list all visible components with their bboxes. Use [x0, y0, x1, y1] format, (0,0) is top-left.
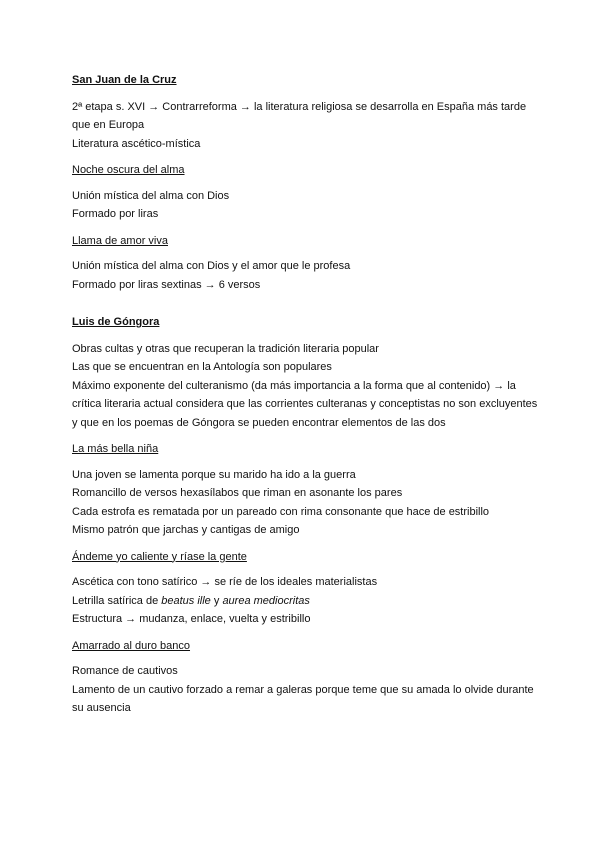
- section-spacer: [72, 302, 542, 313]
- text-line: Unión mística del alma con Dios: [72, 189, 230, 202]
- text-line: Las que se encuentran en la Antología son populares: [72, 361, 332, 373]
- text-line: Estructura → mudanza, enlace, vuelta y estribillo: [72, 613, 311, 625]
- text-line: Mismo patrón que jarchas y cantigas de amigo: [72, 524, 300, 536]
- amarrado-notes: [72, 662, 542, 718]
- text-line-letrilla: [72, 592, 542, 611]
- letrilla-prefix: Letrilla satírica de: [72, 594, 162, 607]
- llama-de-amor-notes: [72, 257, 542, 294]
- text-line: Literatura ascético-mística: [72, 137, 201, 150]
- work-title-la-mas-bella-nina: La más bella niña: [72, 443, 159, 455]
- gongora-intro: [72, 340, 542, 433]
- text-line: Máximo exponente del culteranismo (da más importancia a la forma que al contenido) → la crítica literaria actual considera que las corrientes culteranas y conceptistas no son excluyentes y que en los poemas de Góngora se pueden encontrar elementos de las dos: [72, 379, 538, 429]
- text-line: Obras cultas y otras que recuperan la tradición literaria popular: [72, 342, 379, 355]
- work-title-andeme-yo-caliente: Ándeme yo caliente y ríase la gente: [72, 550, 247, 563]
- la-mas-bella-nina-notes: [72, 466, 542, 540]
- latin-term: aurea mediocritas: [222, 594, 310, 607]
- latin-term: beatus ille: [161, 594, 211, 607]
- section-title-gongora: Luis de Góngora: [72, 316, 160, 328]
- conjunction: y: [210, 594, 223, 607]
- document-body: [72, 71, 542, 726]
- text-line: Cada estrofa es rematada por un pareado con rima consonante que hace de estribillo: [72, 505, 490, 518]
- text-line: Unión mística del alma con Dios y el amor que le profesa: [72, 260, 351, 272]
- work-title-noche-oscura: Noche oscura del alma: [72, 164, 185, 176]
- text-line: Romancillo de versos hexasílabos que riman en asonante los pares: [72, 487, 403, 499]
- text-line: 2ª etapa s. XVI → Contrarreforma → la literatura religiosa se desarrolla en España más tarde que en Europa: [72, 100, 527, 131]
- andeme-yo-caliente-notes: [72, 573, 542, 629]
- text-line: Ascética con tono satírico → se ríe de los ideales materialistas: [72, 576, 378, 588]
- section-title-san-juan: San Juan de la Cruz: [72, 74, 177, 86]
- text-line: Formado por liras sextinas → 6 versos: [72, 278, 261, 291]
- noche-oscura-notes: [72, 187, 542, 224]
- work-title-llama-de-amor: Llama de amor viva: [72, 234, 168, 247]
- text-line: Lamento de un cautivo forzado a remar a galeras porque teme que su amada lo olvide durante su ausencia: [72, 683, 534, 714]
- text-line: Romance de cautivos: [72, 665, 178, 677]
- text-line: Formado por liras: [72, 208, 159, 220]
- text-line: Una joven se lamenta porque su marido ha ido a la guerra: [72, 468, 356, 481]
- work-title-amarrado-al-duro-banco: Amarrado al duro banco: [72, 639, 191, 652]
- san-juan-intro: [72, 98, 542, 154]
